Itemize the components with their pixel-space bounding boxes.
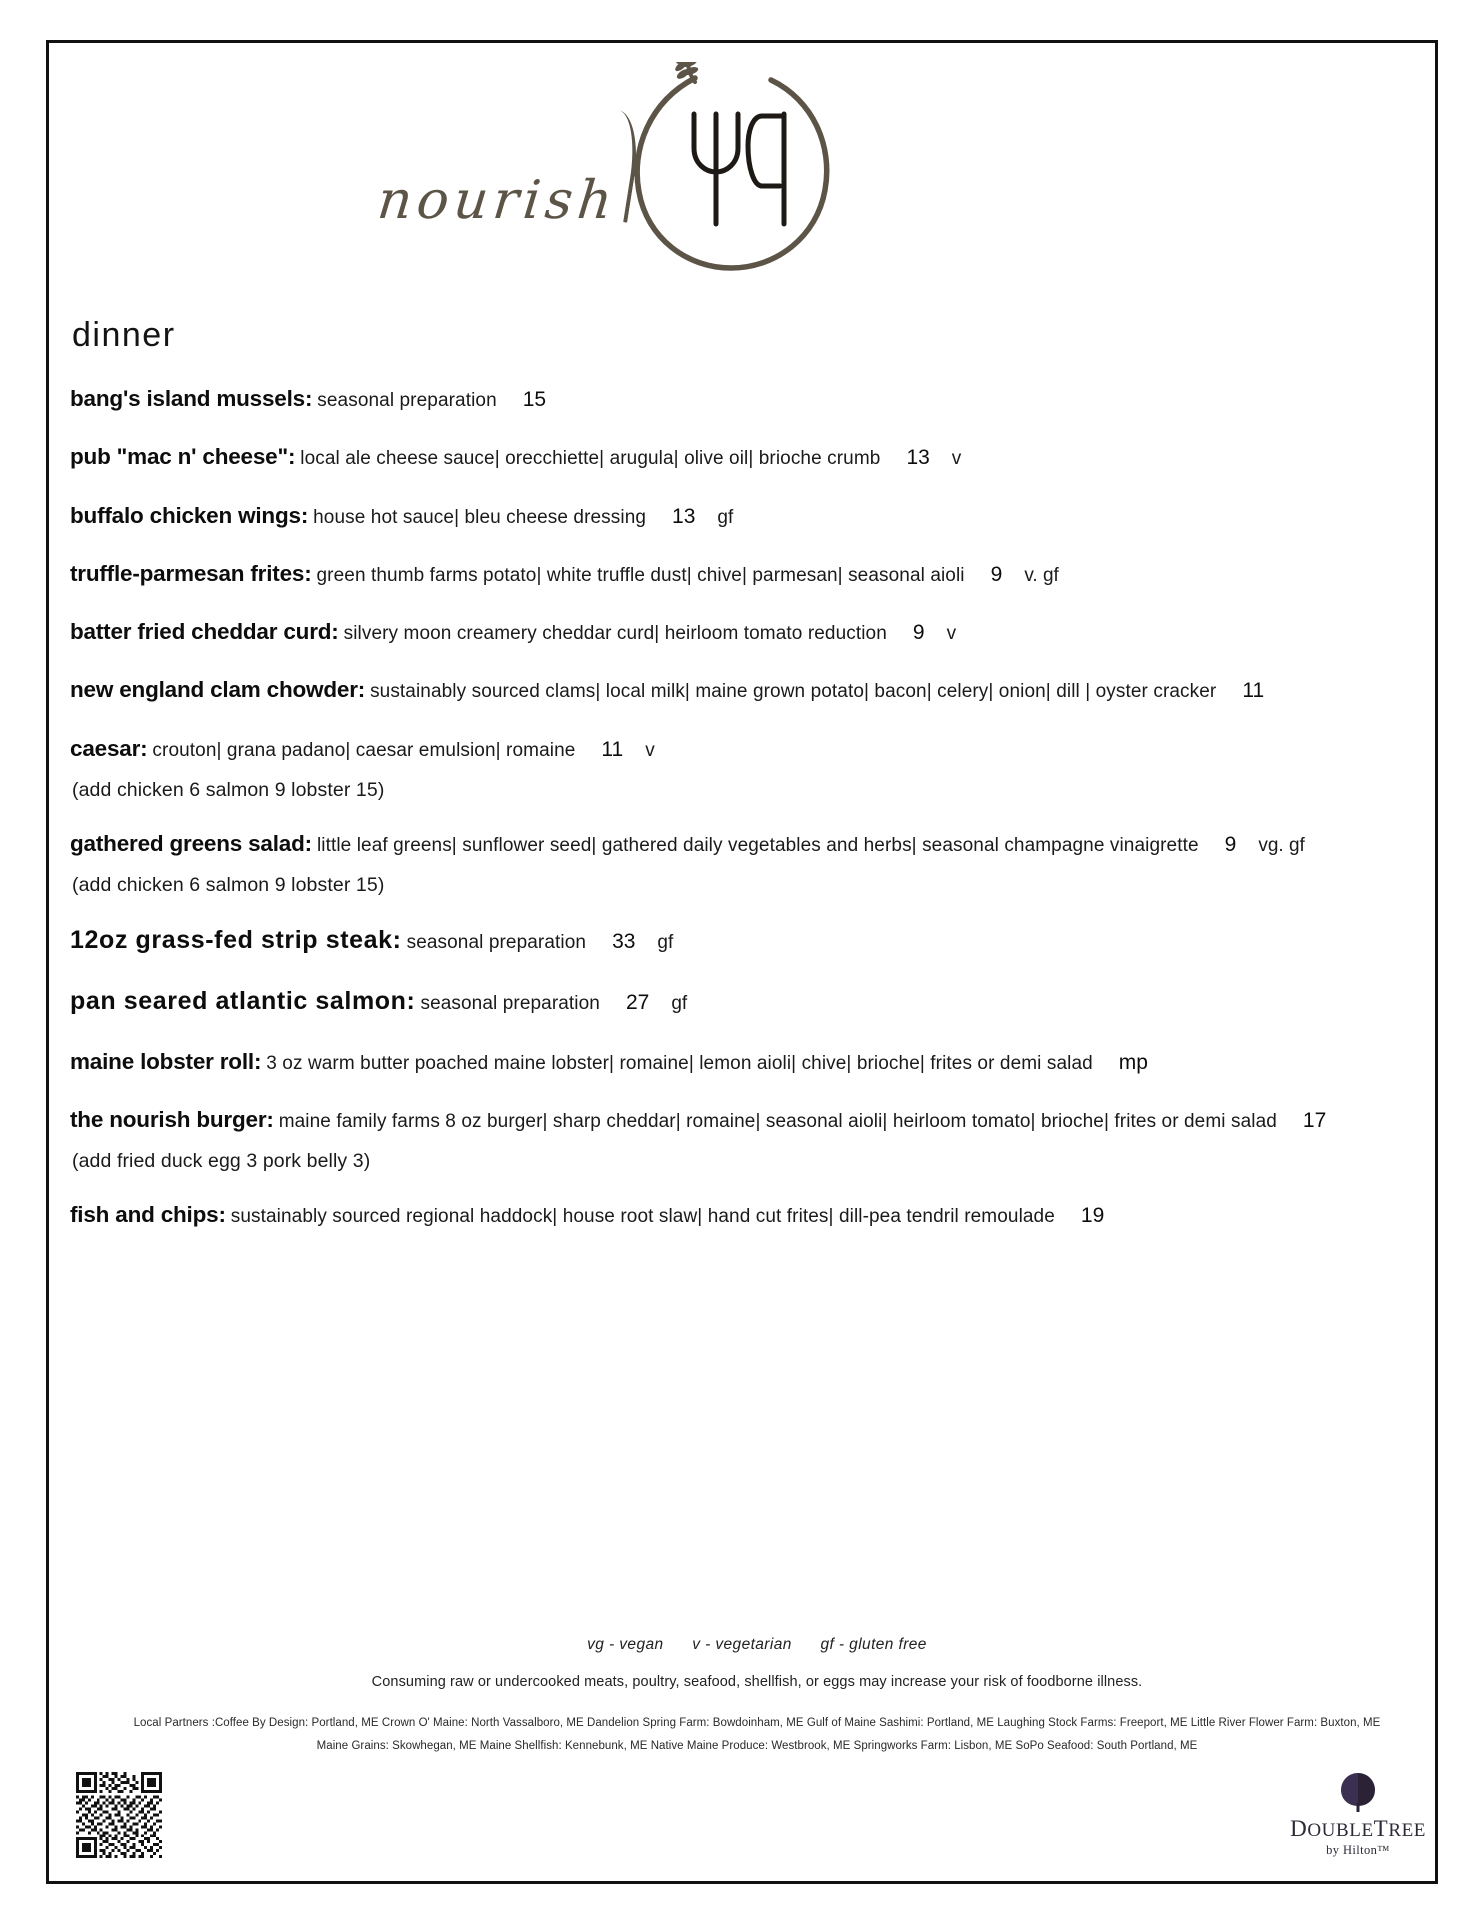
menu-item-price: 9 [990,562,1003,586]
menu-item-name: 12oz grass-fed strip steak: [70,926,402,954]
legend-vegan: vg - vegan [587,1636,664,1653]
knife-icon [748,114,784,224]
nourish-logo [370,52,1444,302]
legend-vegetarian: v - vegetarian [692,1636,792,1653]
menu-item [70,618,1444,646]
menu-item [70,560,1444,588]
menu-item-description: sustainably sourced clams| local milk| maine grown potato| bacon| celery| onion| dill | oyster cracker [370,681,1217,703]
brand-d: D [1290,1816,1308,1841]
menu-item-description: sustainably sourced regional haddock| house root slaw| hand cut frites| dill-pea tendril remoulade [230,1206,1055,1227]
menu-item [70,385,1444,413]
menu-item [70,1201,1444,1229]
menu-item-description: green thumb farms potato| white truffle dust| chive| parmesan| seasonal aioli [316,564,965,586]
menu-item-price: 15 [522,388,547,411]
menu-item [70,676,1444,704]
logo-utensil-glyphs [688,110,798,228]
menu-item-name: new england clam chowder: [70,677,366,703]
menu-item-name: truffle-parmesan frites: [70,560,312,586]
menu-item-name: pan seared atlantic salmon: [70,987,416,1016]
menu-item-price: 11 [601,737,624,761]
menu-item-name: batter fried cheddar curd: [70,619,339,644]
health-disclaimer: Consuming raw or undercooked meats, poultry, seafood, shellfish, or eggs may increase your risk of foodborne illness. [371,1674,1143,1690]
doubletree-wordmark [1290,1816,1426,1842]
menu-item-dietary-tag: v [946,623,957,644]
menu-item-description: 3 oz warm butter poached maine lobster| romaine| lemon aioli| chive| brioche| frites or demi salad [266,1052,1093,1074]
menu-item-name: buffalo chicken wings: [70,502,309,528]
doubletree-tree-icon [1337,1770,1379,1814]
brand-ree: REE [1388,1820,1426,1841]
menu-item-price: 11 [1242,679,1265,703]
menu-item-name: bang's island mussels: [70,386,313,411]
menu-items-list [70,385,1444,1229]
footer-badges [70,1762,1444,1866]
logo-wordmark: nourish [374,170,621,231]
menu-item-dietary-tag: v [645,739,655,761]
page-title: dinner [72,316,176,354]
doubletree-byline: by Hilton™ [1326,1843,1390,1857]
menu-item-dietary-tag: gf [717,506,734,528]
menu-item-price: 27 [625,991,650,1015]
menu-item-price: 17 [1302,1108,1327,1132]
menu-item-description: silvery moon creamery cheddar curd| heirloom tomato reduction [343,623,887,644]
menu-footer [70,1636,1444,1866]
menu-item-description: little leaf greens| sunflower seed| gathered daily vegetables and herbs| seasonal champagne vinaigrette [316,834,1199,856]
brand-ouble: OUBLE [1307,1820,1374,1841]
menu-item-price: 13 [906,446,930,470]
menu-item-dietary-tag: gf [671,993,688,1015]
menu-item [70,502,1444,530]
menu-item-dietary-tag: gf [657,932,674,953]
menu-content [70,52,1444,1900]
menu-item-addon: (add fried duck egg 3 pork belly 3) [72,1150,371,1172]
menu-item-name: the nourish burger: [70,1106,274,1132]
menu-item [70,1048,1444,1076]
menu-item-name: gathered greens salad: [70,830,312,856]
menu-item [70,986,1444,1017]
menu-item-dietary-tag: vg. gf [1258,834,1305,856]
menu-item-name: fish and chips: [70,1202,226,1227]
menu-item-description: crouton| grana padano| caesar emulsion| romaine [152,739,576,761]
local-partners [70,1712,1444,1758]
menu-item-description: maine family farms 8 oz burger| sharp cheddar| romaine| seasonal aioli| heirloom tomato| brioche| frites or demi salad [278,1110,1277,1132]
menu-item [70,925,1444,956]
doubletree-hilton-logo [1290,1770,1426,1858]
menu-item-price: mp [1118,1050,1148,1074]
menu-item-price: 33 [612,930,636,953]
menu-item-description: seasonal preparation [406,932,587,953]
partners-line-2: Maine Grains: Skowhegan, ME Maine Shellfish: Kennebunk, ME Native Maine Produce: Westbrook, ME Springworks Farm: Lisbon, ME SoPo Seafood: South Portland, ME [316,1740,1198,1752]
menu-item-name: maine lobster roll: [70,1048,262,1074]
menu-item-dietary-tag: v. gf [1024,564,1059,586]
menu-item-name: caesar: [70,735,148,761]
legend-gluten-free: gf - gluten free [820,1636,927,1653]
partners-line-1: Local Partners :Coffee By Design: Portland, ME Crown O' Maine: North Vassalboro, ME Dandelion Spring Farm: Bowdoinham, ME Gulf of Maine Sashimi: Portland, ME Laughing Stock Farms: Freeport, ME Little River Flower Farm: Buxton, ME [133,1717,1381,1729]
menu-item-dietary-tag: v [951,448,962,470]
menu-item-price: 9 [912,621,925,644]
qr-code[interactable] [76,1772,162,1858]
menu-item [70,443,1444,471]
menu-item-description: house hot sauce| bleu cheese dressing [313,506,647,528]
fork-icon [694,114,738,224]
menu-item-description: seasonal preparation [420,993,600,1015]
menu-item-price: 19 [1080,1204,1105,1227]
menu-item-price: 13 [672,504,696,528]
menu-item-addon: (add chicken 6 salmon 9 lobster 15) [72,874,385,896]
menu-item-description: local ale cheese sauce| orecchiette| arugula| olive oil| brioche crumb [300,448,881,470]
menu-item [70,830,1444,858]
menu-item-addon: (add chicken 6 salmon 9 lobster 15) [72,778,385,801]
menu-item-name: pub "mac n' cheese": [70,444,296,470]
menu-item-price: 9 [1224,832,1237,856]
menu-item [70,735,1444,763]
brand-t: T [1373,1816,1389,1841]
dietary-legend [70,1636,1444,1654]
menu-item [70,1106,1444,1134]
menu-item-description: seasonal preparation [317,390,497,411]
